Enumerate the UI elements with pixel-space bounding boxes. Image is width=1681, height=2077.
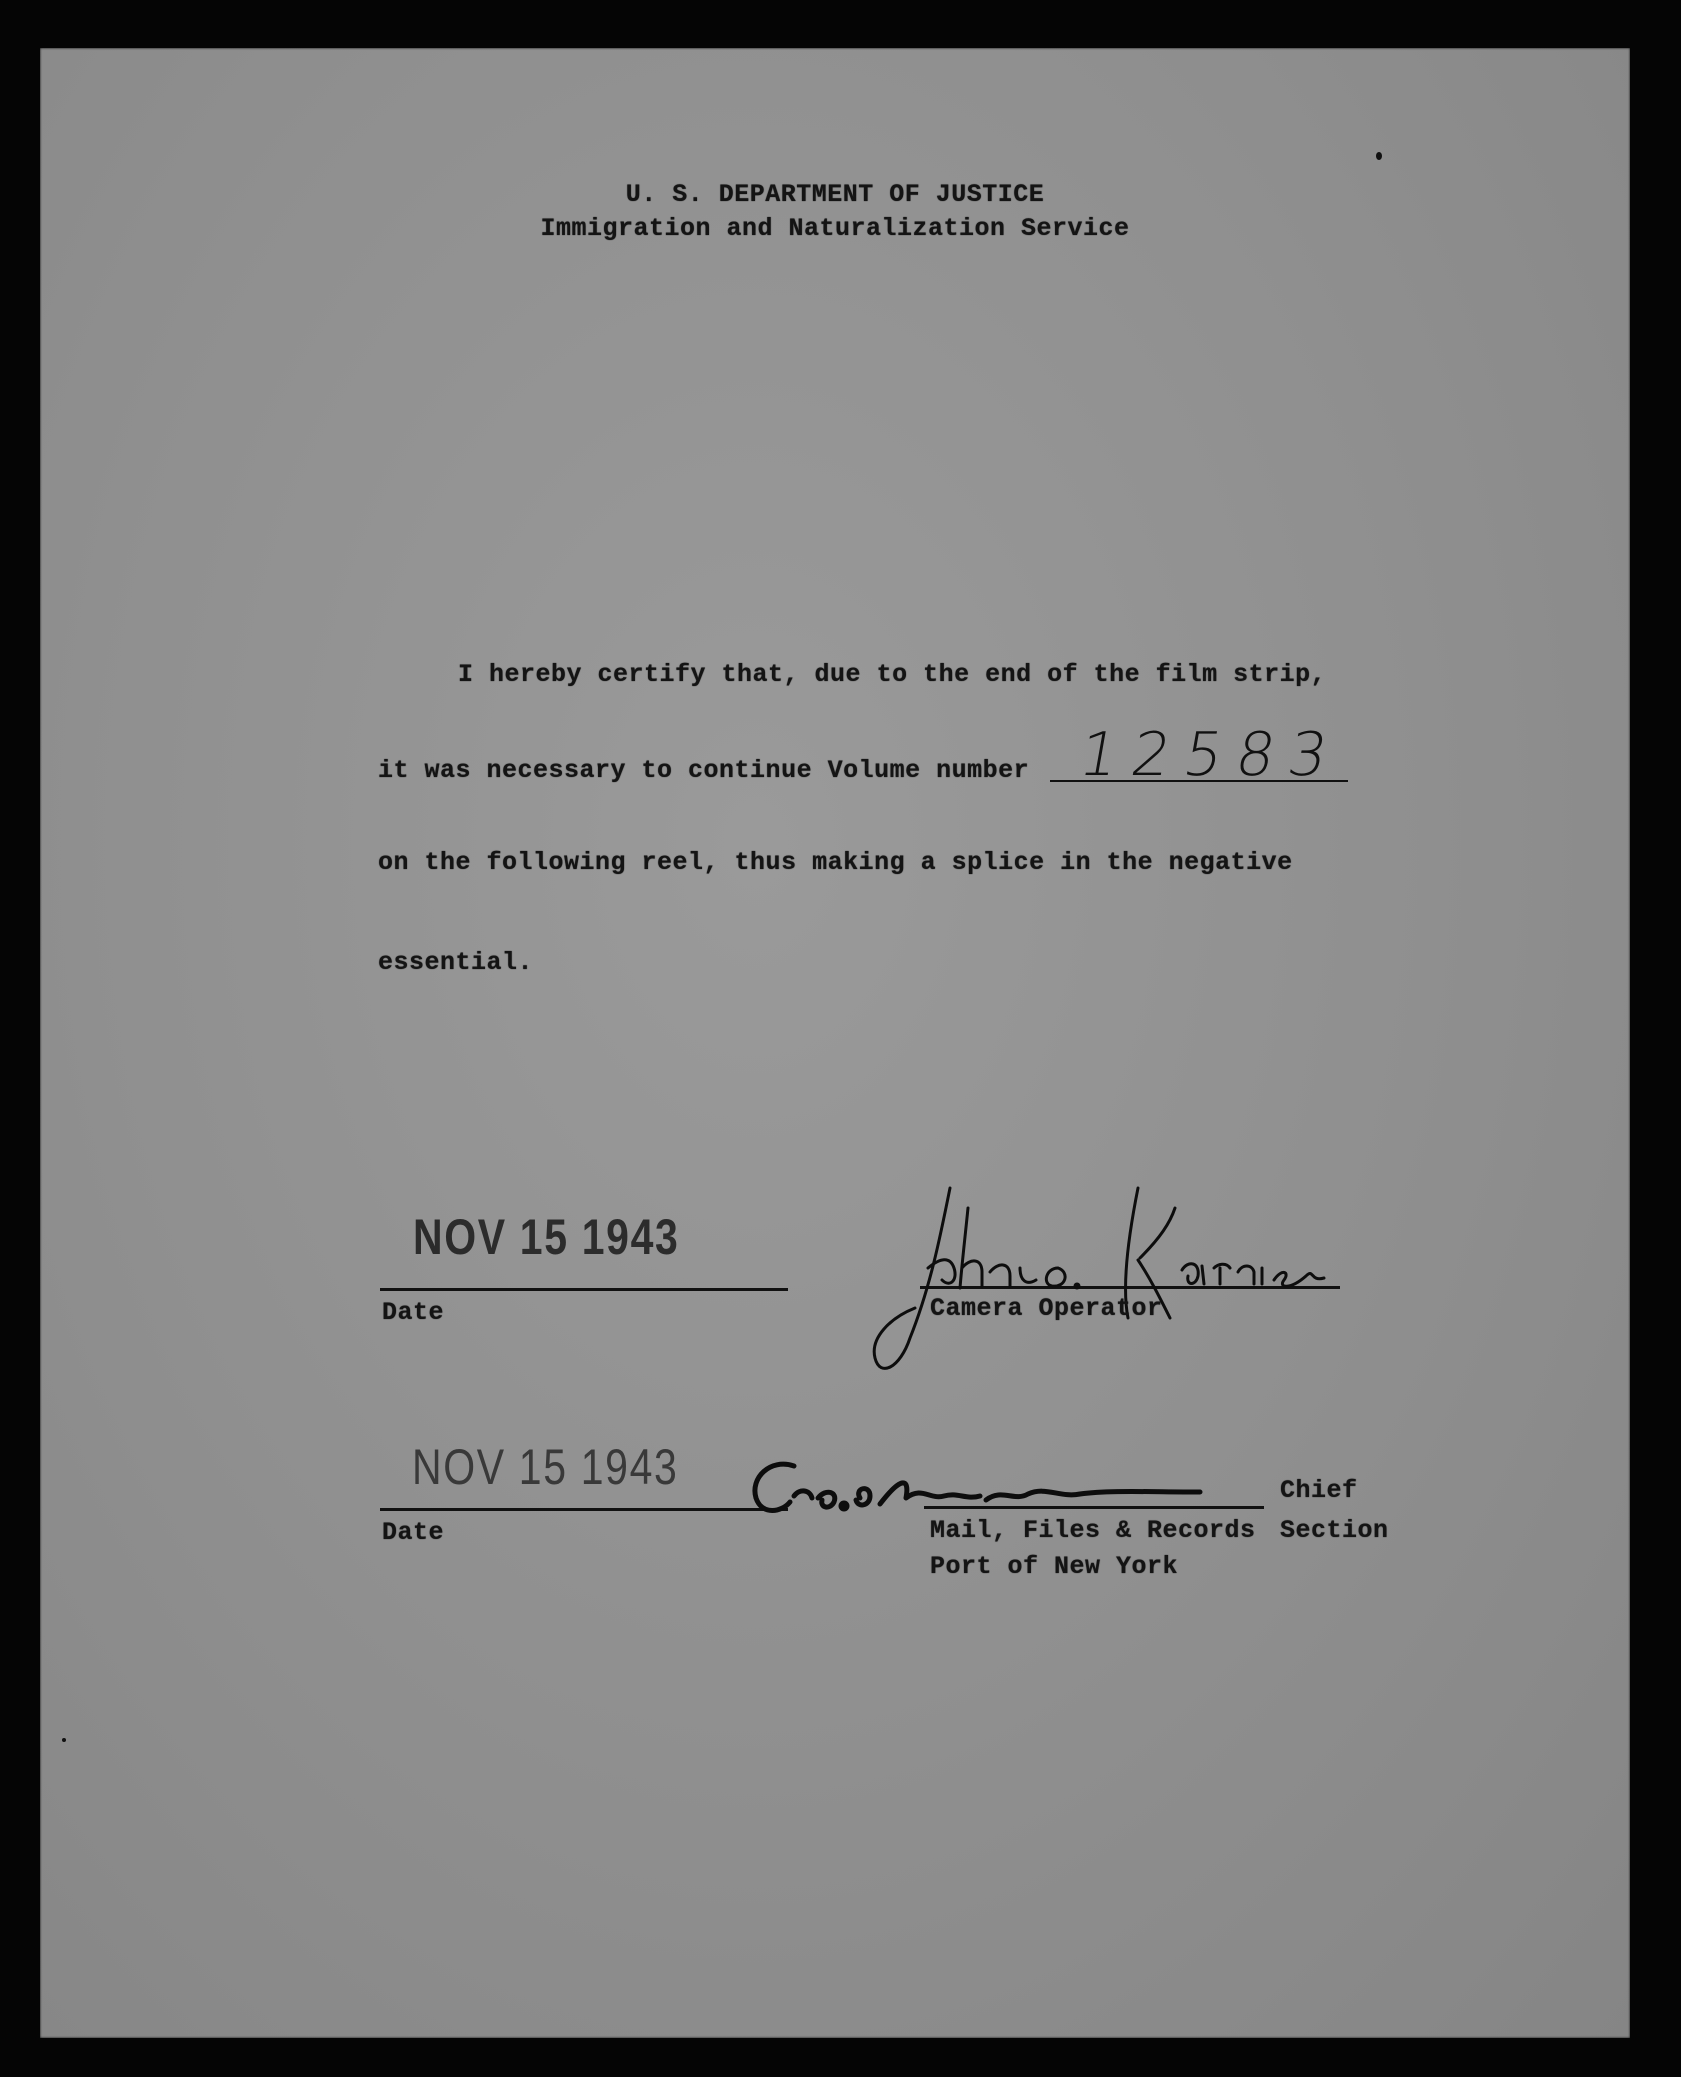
chief-title-chief: Chief bbox=[1280, 1476, 1358, 1505]
operator-signature bbox=[870, 1168, 1390, 1388]
chief-date-label: Date bbox=[382, 1518, 445, 1547]
paper-speck bbox=[62, 1738, 66, 1742]
paper-speck bbox=[1376, 152, 1382, 160]
chief-title-line2: Mail, Files & Records bbox=[930, 1516, 1256, 1545]
chief-date-line bbox=[380, 1508, 788, 1511]
header-service: Immigration and Naturalization Service bbox=[540, 214, 1130, 243]
operator-date-label: Date bbox=[382, 1298, 445, 1327]
operator-title: Camera Operator bbox=[930, 1294, 1163, 1323]
header-department: U. S. DEPARTMENT OF JUSTICE bbox=[625, 180, 1045, 209]
body-line-1: I hereby certify that, due to the end of the film strip, bbox=[458, 660, 1327, 689]
body-line-3: on the following reel, thus making a splice in the negative bbox=[378, 848, 1293, 877]
chief-date-stamp: NOV 15 1943 bbox=[412, 1439, 679, 1495]
body-line-2: it was necessary to continue Volume number bbox=[378, 756, 1030, 785]
chief-signature-line bbox=[924, 1506, 1264, 1509]
body-line-4: essential. bbox=[378, 948, 534, 977]
chief-title-line3: Port of New York bbox=[930, 1552, 1179, 1581]
volume-number: 12583 bbox=[1073, 720, 1348, 790]
chief-title-section: Section bbox=[1280, 1516, 1389, 1545]
operator-date-stamp: NOV 15 1943 bbox=[413, 1209, 680, 1265]
operator-date-line bbox=[380, 1288, 788, 1291]
document-page bbox=[40, 48, 1630, 2038]
